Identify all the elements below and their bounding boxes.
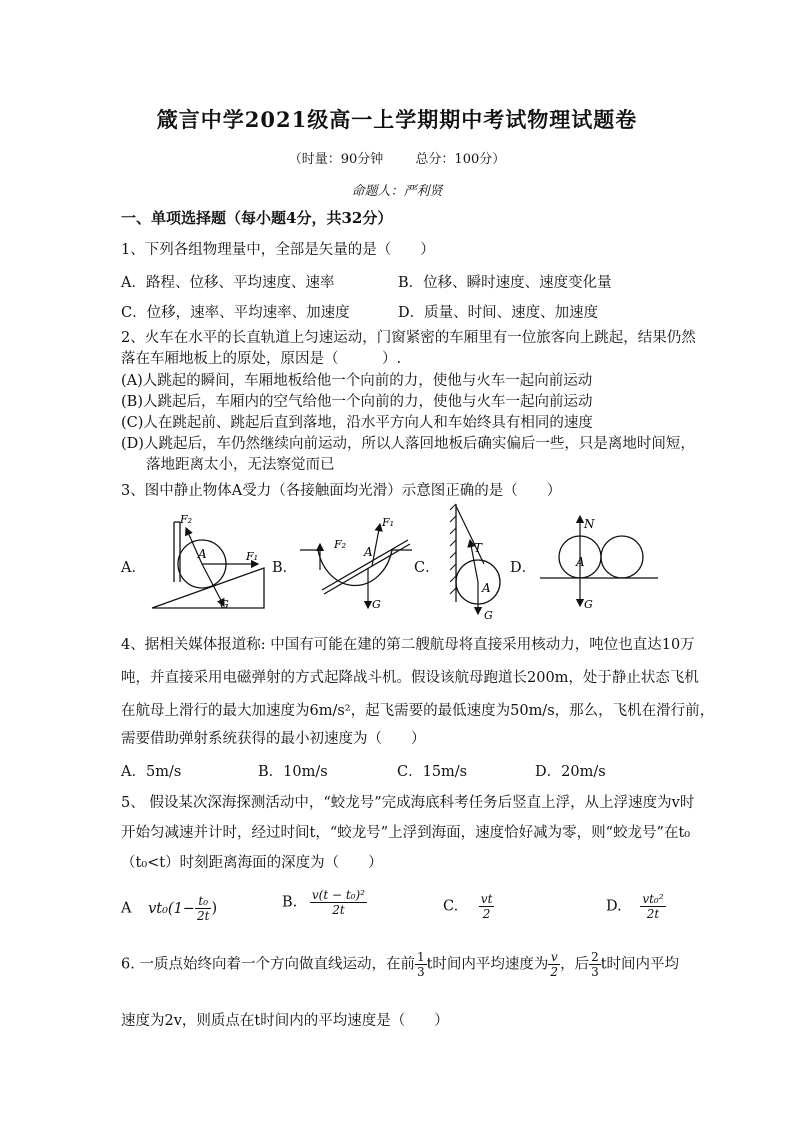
- q6-frac-2-num: v: [548, 950, 560, 965]
- q1-option-a: A．路程、位移、平均速度、速率: [121, 275, 335, 291]
- q2-option-a: (A)人跳起的瞬间，车厢地板给他一个向前的力，使他与火车一起向前运动: [121, 373, 593, 389]
- q6-frac-1-num: 1: [416, 950, 425, 964]
- figure-d-label-a: A: [576, 555, 585, 569]
- q5-line-2: 开始匀减速并计时，经过时间t，“蛟龙号”上浮到海面，速度恰好减为零，则“蛟龙号”在t₀: [121, 825, 691, 841]
- q2-option-d-1: (D)人跳起后，车仍然继续向前运动，所以人落回地板后确实偏后一些，只是离地时间短，: [121, 436, 695, 452]
- q5-b-num: v(t − t₀)²: [311, 888, 365, 902]
- exam-author: 命题人：严利贤: [351, 184, 443, 199]
- q5-d-den: 2t: [646, 907, 660, 921]
- q6-part-3: ，后: [560, 956, 590, 973]
- q5-a-label: A: [121, 900, 132, 917]
- figure-b: [296, 510, 416, 614]
- q2-stem-2: 落在车厢地板上的原处，原因是（ ）.: [121, 351, 402, 367]
- q2-option-b: (B)人跳起后，车厢内的空气给他一个向前的力，使他与火车一起向前运动: [121, 394, 593, 410]
- exam-time: （时量：90分钟: [288, 152, 384, 167]
- q5-a-den: 2t: [196, 909, 210, 923]
- q4-option-d: D．20m/s: [535, 764, 606, 780]
- q5-c-num: vt: [480, 892, 493, 906]
- q5-c-frac: [479, 892, 495, 921]
- q6-frac-3-num: 2: [591, 950, 599, 964]
- q6-frac-1: [415, 950, 427, 979]
- q5-line-3: （t₀<t）时刻距离海面的深度为（ ）: [121, 855, 383, 871]
- q6-line-2: 速度为2v，则质点在t时间内的平均速度是（ ）: [121, 1013, 449, 1029]
- q5-d-num: vt₀²: [642, 892, 664, 906]
- q2-option-d-2: 落地距离太小，无法察觉而已: [146, 457, 335, 473]
- figure-c-label-t: T: [474, 541, 483, 555]
- q5-option-a: [121, 894, 217, 923]
- figure-d-label-n: N: [584, 517, 595, 531]
- q6-line-1: [121, 950, 679, 979]
- q1-option-d: D．质量、时间、速度、加速度: [398, 305, 599, 321]
- page-title: 箴言中学2021级高一上学期期中考试物理试题卷: [156, 107, 638, 132]
- q5-option-c: [443, 892, 494, 921]
- q5-d-frac: [640, 892, 665, 921]
- q6-frac-2: [548, 950, 560, 979]
- q5-line-1: 5、 假设某次深海探测活动中，“蛟龙号”完成海底科考任务后竖直上浮，从上浮速度为v时: [121, 795, 695, 811]
- figure-a-label-a: A: [198, 547, 207, 561]
- q6-frac-3: [589, 950, 601, 979]
- q2-stem-1: 2、火车在水平的长直轨道上匀速运动，门窗紧密的车厢里有一位旅客向上跳起，结果仍然: [121, 330, 696, 346]
- figure-a-label-f2: F₂: [180, 513, 193, 526]
- q1-stem: 1、下列各组物理量中，全部是矢量的是（ ）: [121, 242, 435, 258]
- q3-option-d: D．: [510, 560, 537, 576]
- figure-c-label-g: G: [484, 609, 493, 620]
- figure-b-label-g: G: [372, 598, 381, 611]
- figure-b-label-a: A: [364, 545, 373, 559]
- q5-b-den: 2t: [332, 903, 345, 917]
- section-title: 一、单项选择题（每小题4分，共32分）: [121, 209, 393, 227]
- figure-a-label-f1: F₁: [246, 550, 259, 563]
- q3-stem: 3、图中静止物体A受力（各接触面均光滑）示意图正确的是（ ）: [121, 483, 562, 499]
- q5-d-label: D.: [606, 898, 622, 915]
- q4-line-2: 吨，并直接采用电磁弹射的方式起降战斗机。假设该航母跑道长200m，处于静止状态飞机: [121, 670, 699, 686]
- q5-a-expr: vt₀(1−: [148, 900, 195, 917]
- q6-part-4: t时间内平均: [600, 956, 680, 973]
- q1-option-c: C．位移，速率、平均速率、加速度: [121, 305, 350, 321]
- q3-option-a: A．: [121, 560, 146, 576]
- q3-option-b: B．: [272, 560, 298, 576]
- q6-frac-2-den: 2: [550, 965, 559, 979]
- q4-option-a: A．5m/s: [121, 764, 182, 780]
- q5-a-frac: [195, 894, 211, 923]
- q6-frac-3-den: 3: [591, 965, 599, 979]
- q5-c-label: C.: [443, 898, 459, 915]
- figure-d: [538, 510, 662, 614]
- q6-part-2: t时间内平均速度为: [426, 956, 549, 973]
- figure-a-label-g: G: [220, 598, 229, 611]
- q5-c-den: 2: [482, 907, 491, 921]
- figure-d-label-g: G: [584, 598, 593, 611]
- q4-line-3: 在航母上滑行的最大加速度为6m/s²，起飞需要的最低速度为50m/s，那么，飞机在滑行前，: [121, 703, 715, 719]
- exam-info: [0, 148, 794, 167]
- q5-b-frac: [310, 888, 367, 917]
- q2-option-c: (C)人在跳起前、跳起后直到落地，沿水平方向人和车始终具有相同的速度: [121, 415, 593, 431]
- q4-line-4: 需要借助弹射系统获得的最小初速度为（ ）: [121, 731, 426, 747]
- q6-part-1: 6. 一质点始终向着一个方向做直线运动，在前: [121, 956, 415, 973]
- figure-c: [440, 502, 504, 620]
- q4-option-b: B．10m/s: [258, 764, 328, 780]
- q5-option-b: [282, 888, 367, 917]
- figure-b-label-f2: F₂: [334, 538, 347, 551]
- q4-line-1: 4、据相关媒体报道称: 中国有可能在建的第二艘航母将直接采用核动力，吨位也直达10万: [121, 637, 695, 653]
- figure-a: [148, 510, 268, 612]
- q5-a-tail: ): [211, 900, 218, 917]
- q6-frac-1-den: 3: [416, 965, 425, 979]
- q1-option-b: B．位移、瞬时速度、速度变化量: [398, 275, 612, 291]
- q3-option-c: C．: [414, 560, 440, 576]
- q5-b-label: B.: [282, 894, 298, 911]
- q5-option-d: [606, 892, 666, 921]
- figure-b-label-f1: F₁: [382, 516, 395, 529]
- exam-score: 总分：100分）: [415, 152, 506, 167]
- q5-a-num: t₀: [195, 894, 211, 909]
- figure-c-label-a: A: [482, 581, 491, 595]
- q4-option-c: C．15m/s: [397, 764, 468, 780]
